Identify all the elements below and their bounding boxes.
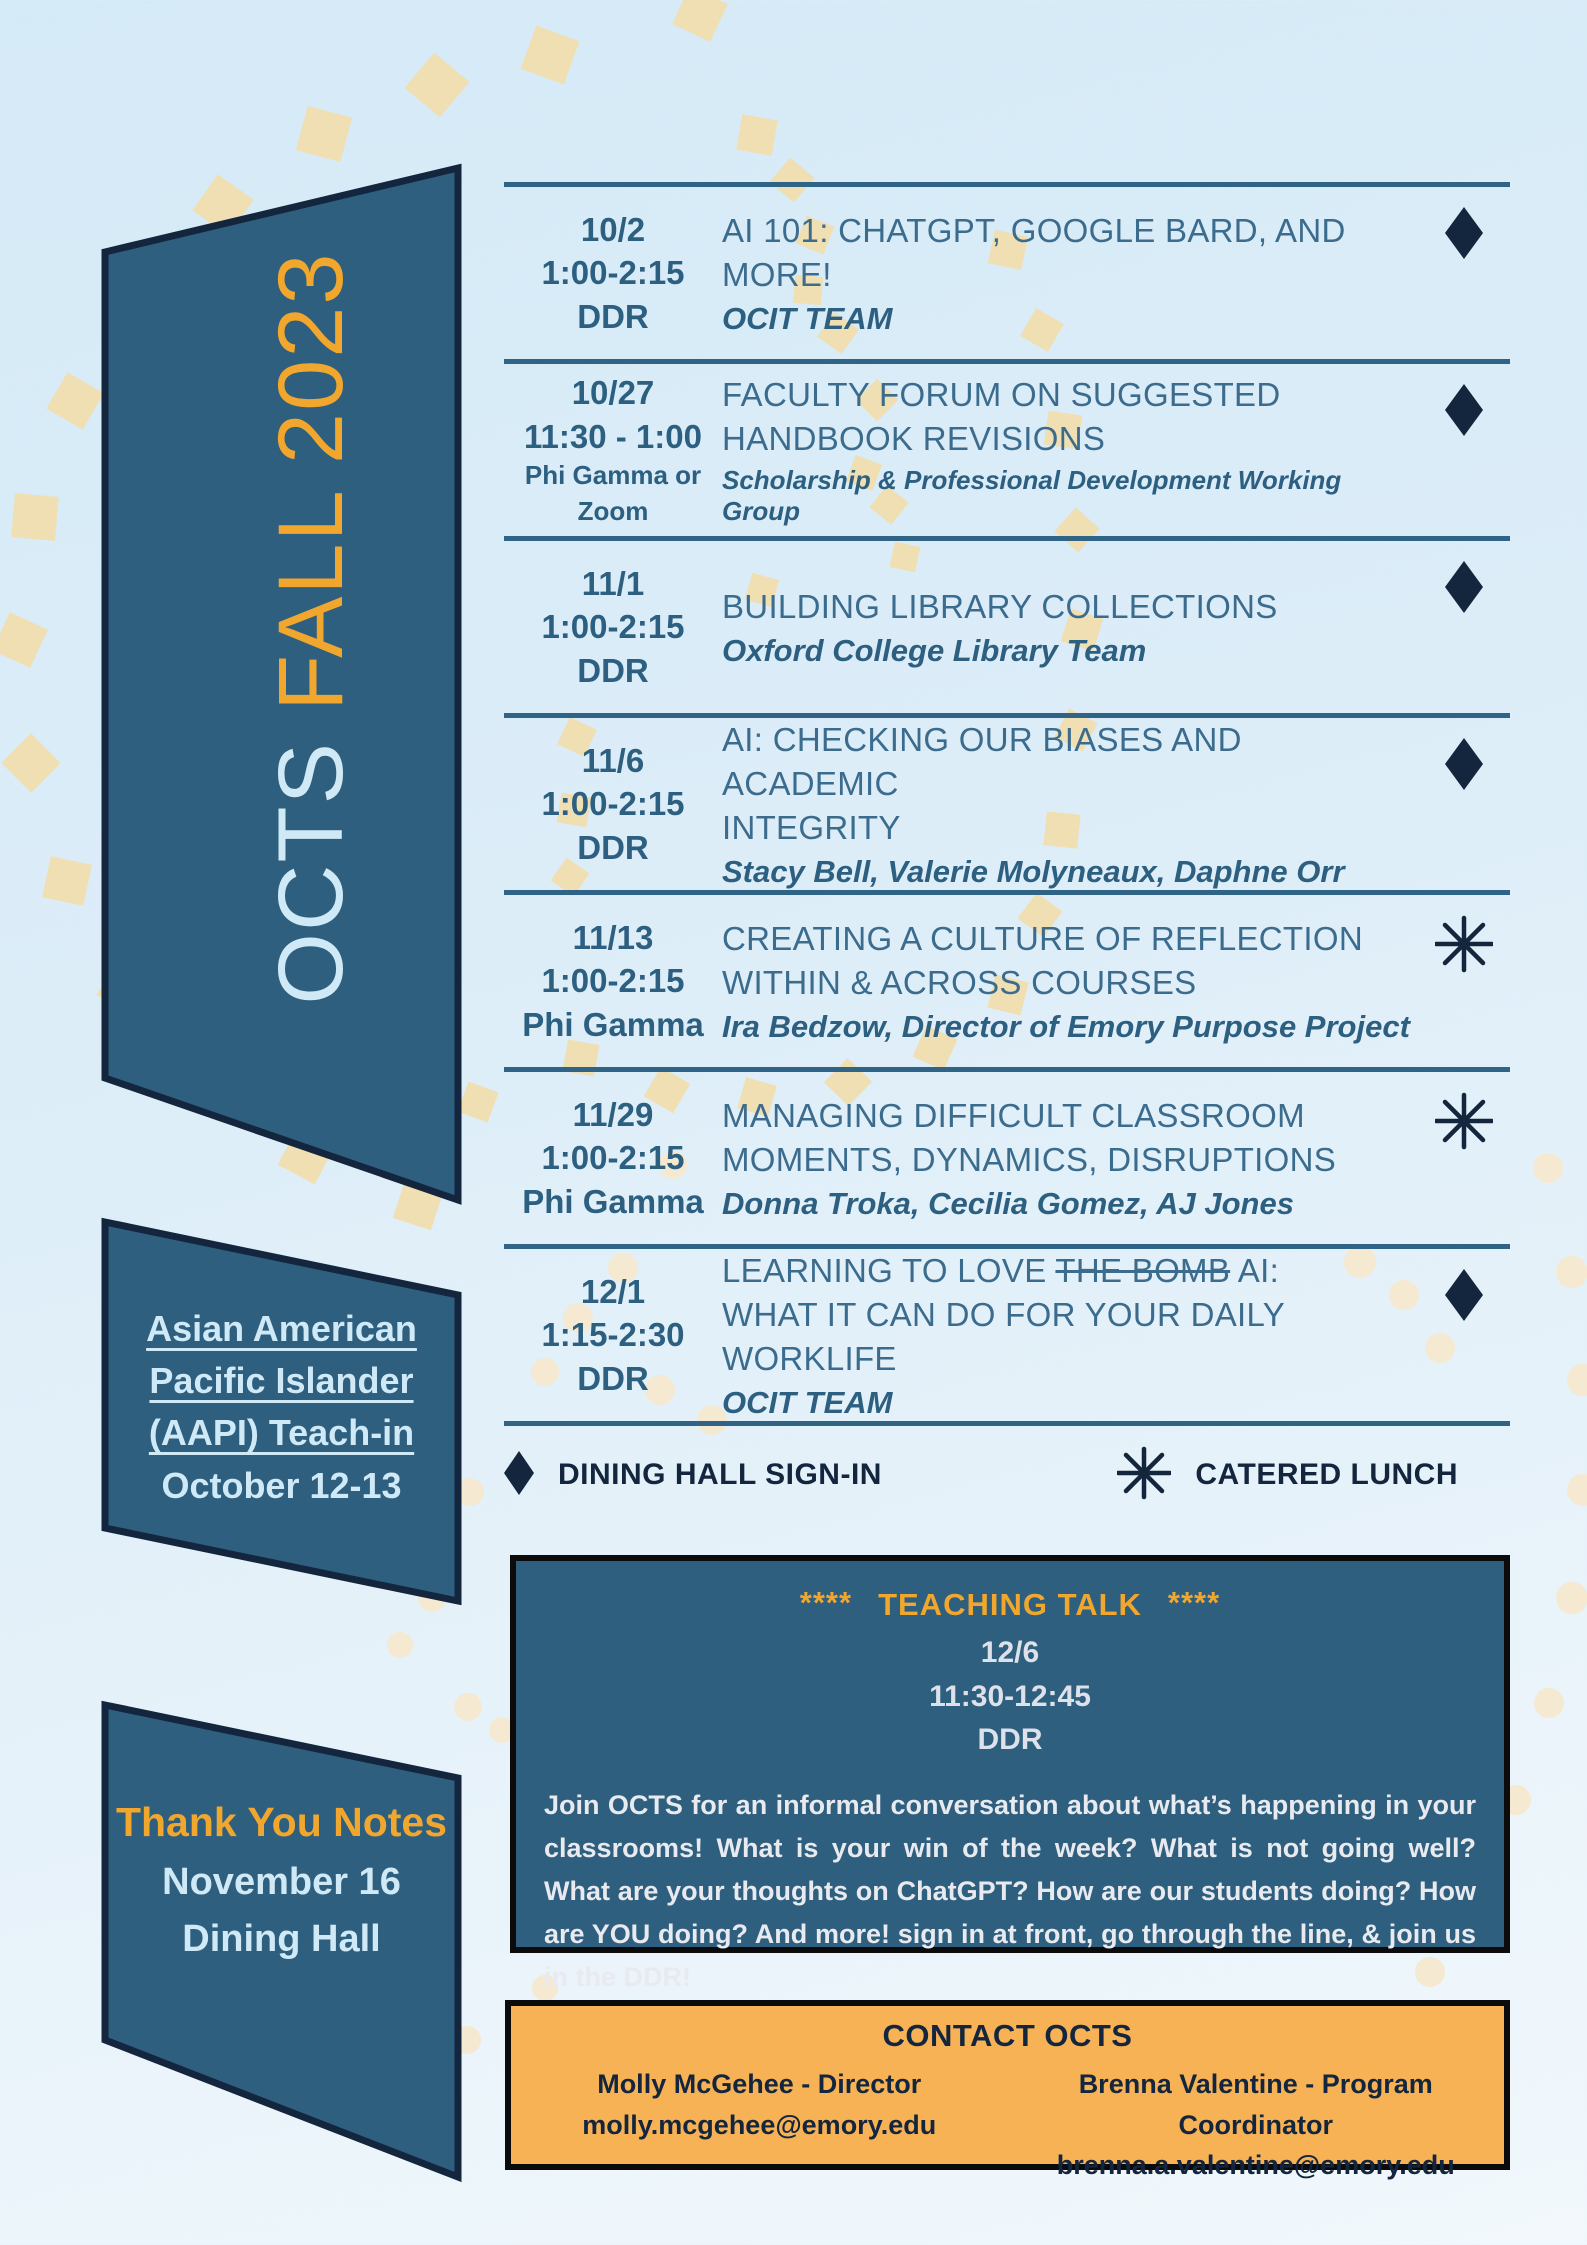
asterisk-icon	[1418, 1092, 1510, 1150]
teaching-talk-title: TEACHING TALK	[878, 1587, 1142, 1622]
event-speaker: Ira Bedzow, Director of Emory Purpose Project	[722, 1008, 1410, 1044]
event-date-line: 11/6	[581, 741, 645, 779]
aapi-link-line[interactable]: (AAPI) Teach-in	[148, 1412, 415, 1454]
event-date-line: Phi Gamma	[522, 1005, 704, 1043]
stars-decoration: ****	[799, 1585, 853, 1620]
event-speaker: Scholarship & Professional Development Working Group	[722, 464, 1342, 526]
event-title: LEARNING TO LOVE THE BOMB AI: WHAT IT CAN DO FOR YOUR DAILY WORKLIFE	[722, 1252, 1285, 1377]
event-info-cell	[722, 209, 1418, 337]
stars-decoration: ****	[1167, 1585, 1221, 1620]
event-speaker: Donna Troka, Cecilia Gomez, AJ Jones	[722, 1185, 1294, 1221]
event-date-line: 1:00-2:15	[541, 785, 685, 823]
event-speaker: OCIT TEAM	[722, 300, 893, 336]
poster-title-octs: OCTS	[260, 741, 362, 1005]
contact-columns	[511, 2064, 1504, 2186]
event-date-line: Phi Gamma	[522, 1182, 704, 1220]
teaching-talk-date: 12/6	[980, 1636, 1040, 1669]
event-info-cell	[722, 373, 1418, 527]
event-date-cell	[504, 562, 722, 693]
director-email[interactable]: molly.mcgehee@emory.edu	[582, 2109, 937, 2140]
diamond-icon	[1418, 738, 1510, 790]
event-date-cell	[504, 1270, 722, 1401]
event-date-line: 11/1	[581, 564, 645, 602]
aapi-link-line[interactable]: Asian American	[146, 1308, 417, 1349]
schedule-row	[504, 359, 1510, 536]
event-speaker: Oxford College Library Team	[722, 632, 1147, 668]
legend-catered-label: CATERED LUNCH	[1195, 1458, 1458, 1491]
event-date-line: Phi Gamma or	[524, 460, 702, 491]
legend-dining-label: DINING HALL SIGN-IN	[558, 1458, 882, 1491]
aapi-teachin-block	[105, 1303, 458, 1512]
event-title: AI: CHECKING OUR BIASES AND ACADEMIC INTEGRITY	[722, 721, 1242, 846]
event-date-line: 10/27	[571, 374, 655, 412]
event-date-line: DDR	[577, 1359, 649, 1397]
event-title: MANAGING DIFFICULT CLASSROOM MOMENTS, DYNAMICS, DISRUPTIONS	[722, 1097, 1337, 1178]
teaching-talk-time: 11:30-12:45	[929, 1679, 1091, 1713]
event-date-line: 11:30 - 1:00	[524, 417, 702, 455]
contact-director	[511, 2064, 1008, 2186]
coordinator-email[interactable]: brenna.a.valentine@emory.edu	[1056, 2150, 1455, 2180]
event-date-line: 1:15-2:30	[541, 1316, 685, 1354]
event-date-cell	[504, 1093, 722, 1224]
diamond-icon	[1418, 207, 1510, 259]
legend-catered	[1117, 1446, 1458, 1505]
thank-you-block	[105, 1792, 458, 1968]
event-date-line: Zoom	[577, 495, 649, 526]
event-date-line: 12/1	[580, 1272, 646, 1310]
event-date-cell	[504, 208, 722, 339]
poster-title	[261, 228, 361, 1028]
thank-you-location: Dining Hall	[182, 1917, 381, 1960]
schedule-row	[504, 713, 1510, 890]
event-date-line: 1:00-2:15	[541, 962, 685, 1000]
diamond-icon	[1418, 1269, 1510, 1321]
event-info-cell	[722, 718, 1418, 890]
event-date-cell	[504, 739, 722, 870]
schedule-row	[504, 536, 1510, 713]
diamond-icon	[1418, 561, 1510, 613]
teaching-talk-description: Join OCTS for an informal conversation about what’s happening in your classrooms! What is your win of the week? What is not going well? What are your thoughts on ChatGPT? How are our students doing? How are YOU doing? And more! sign in at front, go through the line, & join us in the DDR!	[544, 1789, 1476, 1993]
event-title: CREATING A CULTURE OF REFLECTION WITHIN & ACROSS COURSES	[722, 920, 1363, 1001]
schedule-row	[504, 890, 1510, 1067]
schedule-row	[504, 182, 1510, 359]
contact-heading: CONTACT OCTS	[882, 2018, 1133, 2053]
thank-you-date: November 16	[162, 1860, 401, 1903]
diamond-icon	[1418, 384, 1510, 436]
schedule-row	[504, 1244, 1510, 1421]
aapi-dates: October 12-13	[161, 1464, 402, 1506]
asterisk-icon	[1117, 1446, 1171, 1505]
teaching-talk-heading	[516, 1587, 1504, 1623]
event-info-cell	[722, 1094, 1418, 1222]
coordinator-name: Brenna Valentine - Program Coordinator	[1078, 2069, 1433, 2140]
schedule-row	[504, 1067, 1510, 1244]
event-date-cell	[504, 371, 722, 528]
poster-title-fall: FALL 2023	[260, 251, 362, 712]
event-date-line: 1:00-2:15	[541, 608, 685, 646]
contact-box	[505, 2000, 1510, 2180]
event-title: FACULTY FORUM ON SUGGESTED HANDBOOK REVISIONS	[722, 376, 1281, 457]
event-date-line: 1:00-2:15	[541, 1139, 685, 1177]
diamond-icon	[504, 1451, 534, 1500]
event-date-line: 11/13	[572, 918, 654, 956]
event-date-line: DDR	[577, 651, 649, 689]
asterisk-icon	[1418, 915, 1510, 973]
schedule-rows	[504, 182, 1510, 1421]
event-title: BUILDING LIBRARY COLLECTIONS	[722, 588, 1278, 626]
teaching-talk-location: DDR	[977, 1723, 1043, 1756]
contact-coordinator	[1008, 2064, 1505, 2186]
legend	[504, 1426, 1510, 1524]
event-info-cell	[722, 1249, 1418, 1421]
event-date-line: 10/2	[580, 210, 646, 248]
event-speaker: OCIT TEAM	[722, 1384, 893, 1420]
event-date-cell	[504, 916, 722, 1047]
event-info-cell	[722, 585, 1418, 669]
thank-you-title: Thank You Notes	[115, 1799, 448, 1845]
event-speaker: Stacy Bell, Valerie Molyneaux, Daphne Orr	[722, 853, 1345, 889]
event-date-line: 11/29	[572, 1095, 654, 1133]
legend-dining	[504, 1451, 882, 1500]
event-date-line: 1:00-2:15	[541, 254, 685, 292]
schedule	[504, 182, 1510, 1524]
event-date-line: DDR	[577, 828, 649, 866]
director-name: Molly McGehee - Director	[597, 2069, 922, 2099]
aapi-link-line[interactable]: Pacific Islander	[149, 1360, 414, 1402]
event-title: AI 101: CHATGPT, GOOGLE BARD, AND MORE!	[722, 212, 1346, 293]
event-date-line: DDR	[577, 297, 649, 335]
teaching-talk-box	[510, 1555, 1510, 1993]
event-info-cell	[722, 917, 1418, 1045]
